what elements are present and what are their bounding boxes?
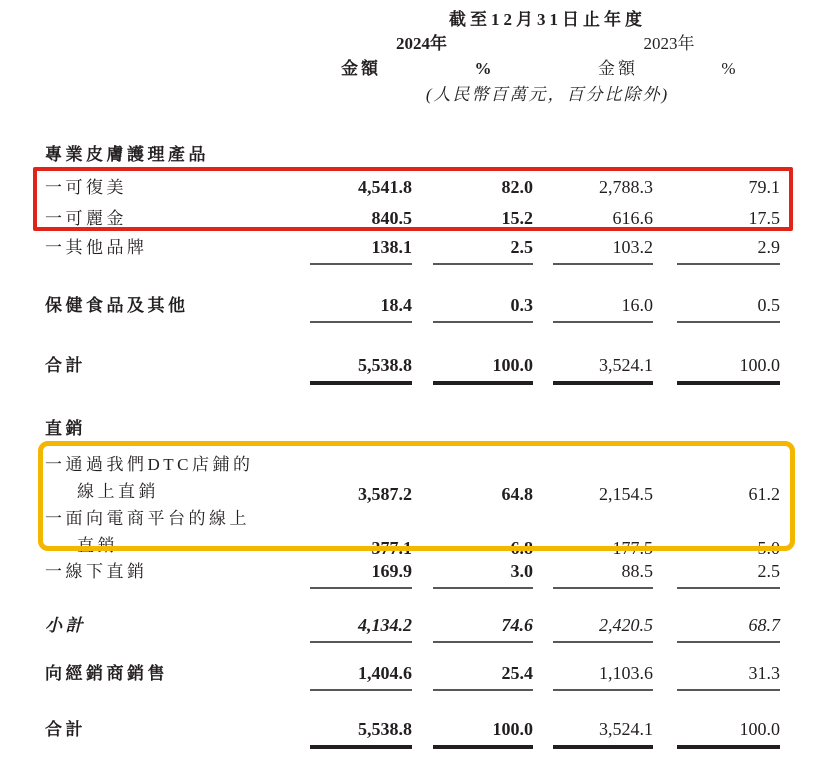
row-other-brands [0, 236, 823, 265]
cell-2024-pct: 6.8 [510, 538, 533, 558]
col-header-pct-2024: % [474, 59, 492, 78]
cell-2023-amount: 2,154.5 [599, 484, 653, 504]
row-offline-direct [0, 560, 823, 589]
cell-2023-pct: 68.7 [677, 614, 780, 643]
col-header-amount-2024: 金額 [341, 59, 381, 78]
cell-2024-pct: 0.3 [433, 294, 533, 323]
cell-2023-amount: 103.2 [553, 236, 653, 265]
col-header-pct-2023: % [721, 59, 736, 78]
cell-2024-amount: 4,134.2 [310, 614, 412, 643]
row-label: 一可麗金 [45, 209, 127, 228]
cell-2023-amount: 177.5 [612, 538, 653, 558]
cell-2024-pct: 15.2 [501, 208, 533, 228]
cell-2023-pct: 100.0 [677, 718, 780, 749]
row-label-line2: 線上直銷 [77, 482, 159, 501]
row-label-line2: 直銷 [77, 536, 118, 555]
cell-2023-pct: 31.3 [677, 662, 780, 691]
row-label: 合計 [45, 720, 86, 739]
cell-2023-pct: 17.5 [748, 208, 780, 228]
cell-2024-pct: 3.0 [433, 560, 533, 589]
row-total-by-product [0, 354, 823, 385]
row-label: 向經銷商銷售 [45, 664, 168, 683]
cell-2023-pct: 61.2 [748, 484, 780, 504]
cell-2024-amount: 18.4 [310, 294, 412, 323]
row-subtotal-direct [0, 614, 823, 643]
cell-2024-pct: 100.0 [433, 718, 533, 749]
table-header [0, 0, 823, 108]
cell-2023-pct: 100.0 [677, 354, 780, 385]
row-distributors [0, 662, 823, 691]
section-label: 直銷 [45, 419, 86, 438]
cell-2024-amount: 5,538.8 [310, 718, 412, 749]
row-label: 一可復美 [45, 178, 127, 197]
cell-2024-amount: 840.5 [371, 208, 412, 228]
row-label: 保健食品及其他 [45, 296, 189, 315]
red-highlight-box [33, 167, 793, 231]
row-label-line1: 一面向電商平台的線上 [45, 509, 250, 528]
cell-2023-amount: 3,524.1 [553, 354, 653, 385]
cell-2024-amount: 4,541.8 [358, 177, 412, 197]
cell-2023-amount: 2,788.3 [599, 177, 653, 197]
row-label: 一其他品牌 [45, 238, 148, 257]
cell-2023-pct: 79.1 [748, 177, 780, 197]
unit-note: (人民幣百萬元，百分比除外) [425, 85, 670, 104]
cell-2024-pct: 2.5 [433, 236, 533, 265]
cell-2024-amount: 1,404.6 [310, 662, 412, 691]
year-2024-label: 2024年 [396, 34, 447, 53]
cell-2023-amount: 2,420.5 [553, 614, 653, 643]
row-total-by-channel [0, 718, 823, 749]
cell-2024-amount: 377.1 [371, 538, 412, 558]
cell-2023-amount: 16.0 [553, 294, 653, 323]
cell-2024-pct: 74.6 [433, 614, 533, 643]
cell-2023-pct: 2.9 [677, 236, 780, 265]
cell-2024-amount: 5,538.8 [310, 354, 412, 385]
cell-2023-pct: 2.5 [677, 560, 780, 589]
yellow-highlight-box [38, 441, 795, 551]
col-header-amount-2023: 金額 [598, 59, 638, 78]
cell-2024-amount: 169.9 [310, 560, 412, 589]
cell-2024-amount: 138.1 [310, 236, 412, 265]
cell-2023-pct: 0.5 [677, 294, 780, 323]
cell-2024-pct: 100.0 [433, 354, 533, 385]
cell-2023-amount: 3,524.1 [553, 718, 653, 749]
section-title-direct-sales [0, 418, 823, 440]
row-label: 合計 [45, 356, 86, 375]
row-label: 小計 [45, 616, 86, 635]
cell-2024-pct: 25.4 [433, 662, 533, 691]
cell-2024-pct: 82.0 [501, 177, 533, 197]
section-title-skincare [0, 144, 823, 166]
row-label-line1: 一通過我們DTC店鋪的 [45, 455, 254, 474]
cell-2024-amount: 3,587.2 [358, 484, 412, 504]
row-health-food [0, 294, 823, 323]
cell-2024-pct: 64.8 [501, 484, 533, 504]
year-2023-label: 2023年 [643, 34, 695, 53]
cell-2023-pct: 5.0 [757, 538, 780, 558]
row-label: 一線下直銷 [45, 562, 148, 581]
period-title: 截至12月31日止年度 [449, 10, 646, 29]
cell-2023-amount: 1,103.6 [553, 662, 653, 691]
section-label: 專業皮膚護理產品 [45, 145, 209, 164]
cell-2023-amount: 88.5 [553, 560, 653, 589]
cell-2023-amount: 616.6 [612, 208, 653, 228]
